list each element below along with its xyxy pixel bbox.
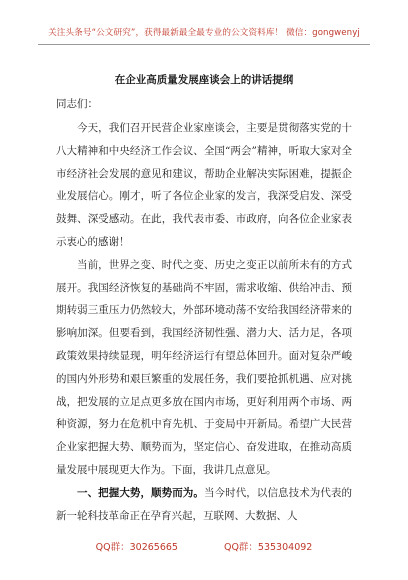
paragraph-opening: 今天，我们召开民营企业家座谈会，主要是贯彻落实党的十八大精神和中央经济工作会议、全国“两会”精神，听取大家对全市经济社会发展的意见和建议，帮助企业解决实际困难，提振企业发展信心。刚才，听了各位企业家的发言，我深受启发、深受鼓舞、深受感动。在此，我代表市委、市政府，向各位企业家表示衷心的感谢！ (56, 122, 352, 248)
document-body (56, 117, 352, 527)
header-divider (38, 44, 370, 45)
paragraph-section-1 (56, 482, 352, 528)
footer-qq-group-1: QQ群：30265665 (95, 542, 178, 553)
document-title: 在企业高质量发展座谈会上的讲话提纲 (114, 74, 294, 86)
section-text-1: 当今时代，以信息技术为代表的新一轮科技革命正在孕育兴起，互联网、大数据、人 (56, 486, 353, 522)
paragraph-situation: 当前，世界之变、时代之变、历史之变正以前所未有的方式展开。我国经济恢复的基础尚不牢固，需求收缩、供给冲击、预期转弱三重压力仍然较大，外部环境动荡不安给我国经济带来的影响加深。但要看到，我国经济韧性强、潜力大、活力足，各项政策效果持续显现，明年经济运行有望总体回升。面对复杂严峻的国内外形势和艰巨繁重的发展任务，我们要抢抓机遇、应对挑战，把发展的立足点更多放在国内市场，更好利用两个市场、两种资源，努力在危机中育先机、于变局中开新局。希望广大民营企业家把握大势、顺势而为，坚定信心、奋发进取，在推动高质量发展中展现更大作为。下面，我讲几点意见。 (56, 258, 352, 476)
footer-qq-group-2: QQ群：535304092 (223, 542, 313, 553)
footer-contact (0, 539, 408, 553)
header-promo-note: 关注头条号“公文研究”，获得最新最全最专业的公文资料库！ 微信：gongwenyj (48, 28, 360, 38)
section-heading-1: 一、把握大势，顺势而为。 (77, 486, 204, 499)
salutation: 同志们： (56, 98, 98, 110)
